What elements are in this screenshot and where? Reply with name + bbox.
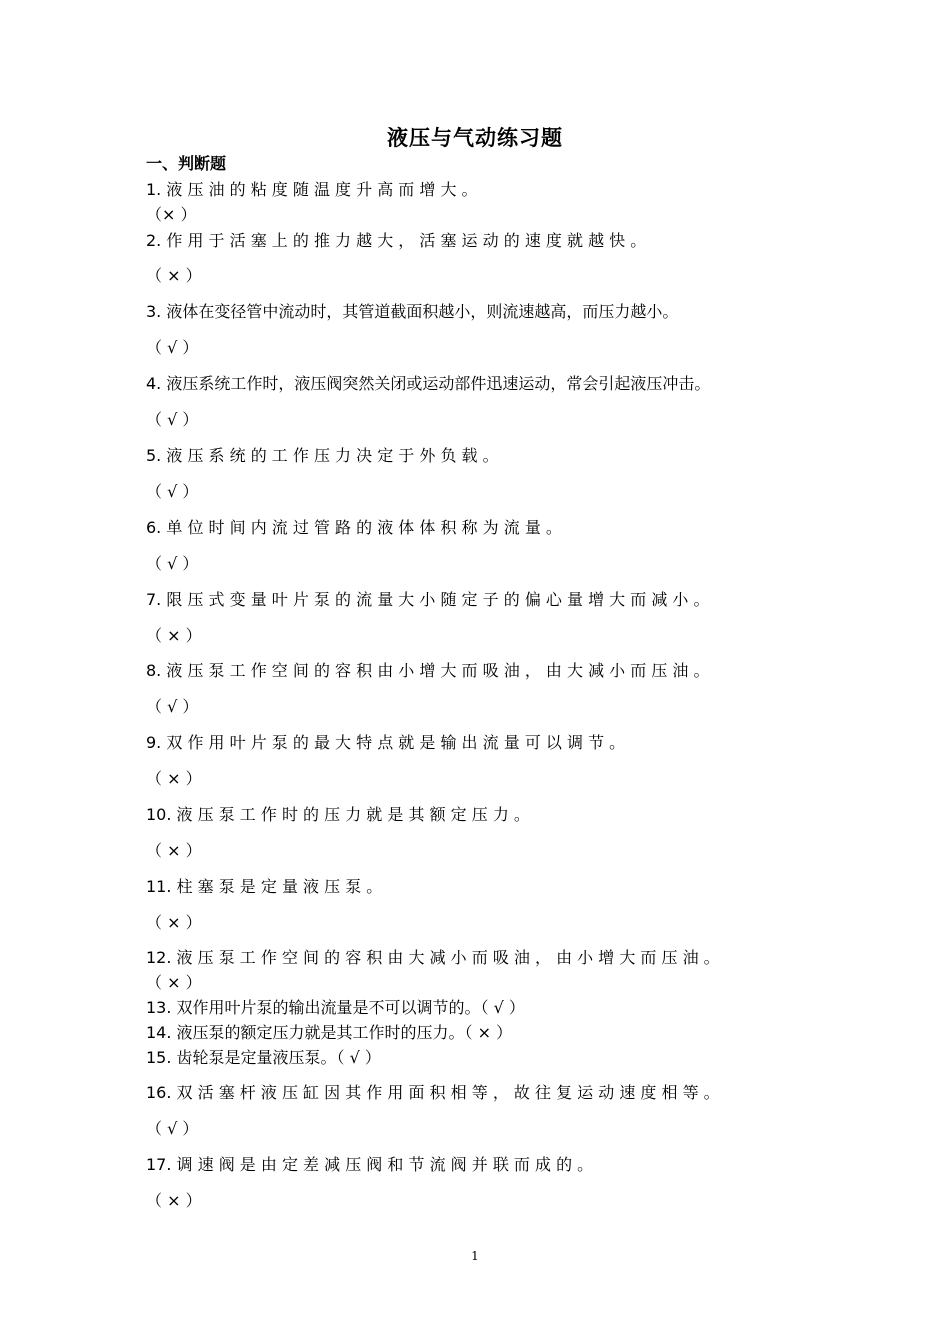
question-text: 1. 液 压 油 的 粘 度 随 温 度 升 高 而 增 大 。 [146,180,478,199]
question-answer: （× ） [146,205,197,224]
question-answer: （ √ ） [146,1119,199,1138]
question-text: 4. 液压系统工作时，液压阀突然关闭或运动部件迅速运动，常会引起液压冲击。 [146,374,711,393]
question-answer: （ √ ） [146,482,199,501]
question-text: 9. 双 作 用 叶 片 泵 的 最 大 特 点 就 是 输 出 流 量 可 以 调 节 。 [146,733,626,752]
question-text: 6. 单 位 时 间 内 流 过 管 路 的 液 体 体 积 称 为 流 量 。 [146,518,562,537]
question-text: 11. 柱 塞 泵 是 定 量 液 压 泵 。 [146,877,383,896]
question-answer: （ √ ） [146,338,199,357]
question-answer: （ × ） [146,841,202,860]
question-text: 10. 液 压 泵 工 作 时 的 压 力 就 是 其 额 定 压 力 。 [146,805,530,824]
question-text: 3. 液体在变径管中流动时，其管道截面积越小，则流速越高，而压力越小。 [146,302,679,321]
question-text: 15. 齿轮泵是定量液压泵。（ √ ） [146,1048,381,1067]
question-answer: （ × ） [146,1191,202,1210]
question-text: 14. 液压泵的额定压力就是其工作时的压力。（ × ） [146,1023,513,1042]
document-title: 液压与气动练习题 [387,126,563,150]
question-answer: （ × ） [146,769,202,788]
question-answer: （ √ ） [146,554,199,573]
question-text: 17. 调 速 阀 是 由 定 差 减 压 阀 和 节 流 阀 并 联 而 成 的 。 [146,1155,594,1174]
question-text: 12. 液 压 泵 工 作 空 间 的 容 积 由 大 减 小 而 吸 油 ， 由 小 增 大 而 压 油 。 [146,948,720,967]
question-text: 13. 双作用叶片泵的输出流量是不可以调节的。（ √ ） [146,998,525,1017]
page-number: 1 [471,1249,479,1263]
question-answer: （ × ） [146,626,202,645]
question-answer: （ × ） [146,266,202,285]
question-answer: （ × ） [146,973,202,992]
question-text: 5. 液 压 系 统 的 工 作 压 力 决 定 于 外 负 载 。 [146,446,499,465]
question-answer: （ × ） [146,913,202,932]
question-answer: （ √ ） [146,697,199,716]
question-text: 2. 作 用 于 活 塞 上 的 推 力 越 大 ， 活 塞 运 动 的 速 度 就 越 快 。 [146,231,647,250]
section-heading: 一、判断题 [146,154,227,173]
question-text: 7. 限 压 式 变 量 叶 片 泵 的 流 量 大 小 随 定 子 的 偏 心 量 增 大 而 减 小 。 [146,590,710,609]
question-text: 8. 液 压 泵 工 作 空 间 的 容 积 由 小 增 大 而 吸 油 ， 由 大 减 小 而 压 油 。 [146,661,710,680]
question-text: 16. 双 活 塞 杆 液 压 缸 因 其 作 用 面 积 相 等 ， 故 往 复 运 动 速 度 相 等 。 [146,1083,720,1102]
question-answer: （ √ ） [146,410,199,429]
